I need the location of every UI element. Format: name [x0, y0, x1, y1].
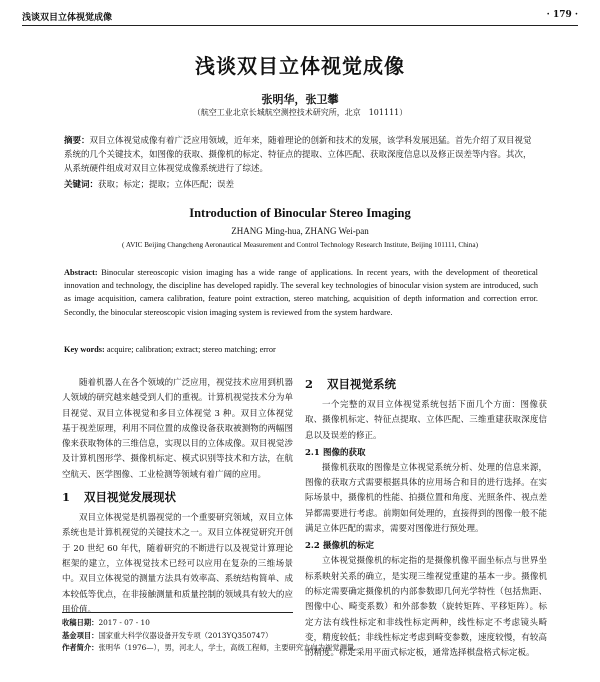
received-label: 收稿日期： — [62, 618, 99, 627]
subsection-2-2-title: 摄像机的标定 — [323, 541, 375, 552]
subsection-2-2-heading — [305, 539, 547, 554]
footnote-received — [62, 617, 293, 630]
subsection-2-1-number: 2.1 — [305, 447, 320, 458]
english-affiliation: ( AVIC Beijing Changcheng Aeronautical Measurement and Control Technology Research Institute, Beijing 101111, China) — [122, 241, 478, 249]
english-keywords-text: acquire; calibration; extract; stereo matching; error — [106, 345, 276, 354]
english-keywords — [64, 343, 538, 356]
chinese-authors: 张明华，张卫攀 — [261, 93, 339, 106]
footnote — [62, 612, 362, 655]
page-number: · 179 · — [546, 10, 578, 20]
english-abstract-text: Binocular stereoscopic vision imaging has a wide range of applications. In recent years, with the development of theoretical innovation and technology, the discipline has developed rapidly. The several key technologies of binocular vision system are introduced, such as image acquisition, camera calibration, feature point extraction, stereo matching, acquisition of depth information and correction error. Secondly, the binocular stereoscopic vision imaging system is reviewed from the system hardware. — [64, 268, 538, 317]
received-value: 2017 - 07 - 10 — [98, 618, 150, 627]
section-1-title: 双目视觉发展现状 — [84, 490, 176, 505]
footnote-fund — [62, 630, 293, 643]
section-1-number: 1 — [62, 490, 71, 505]
subsection-2-1-title: 图像的获取 — [323, 447, 366, 458]
fund-label: 基金项目： — [62, 630, 99, 640]
author-label: 作者简介： — [62, 643, 99, 652]
subsection-2-2-paragraph: 立体视觉摄像机的标定指的是摄像机像平面坐标点与世界坐标系映射关系的确立，是实现三维视觉重建的基本一步。摄像机的标定需要确定摄像机的内部参数即几何光学特性（包括焦距、图像中心、畸变系数）和外部参数（旋转矩阵、平移矩阵）。标定方法有线性标定和非线性标定两种，线性标定不考虑镜头畸变，精度较低；非线性标定考虑到畸变参数，速度较慢，有较高的精度。标定采用平面式标定板，通常选择棋盘格式标定板。 — [305, 556, 547, 659]
left-column — [62, 376, 293, 618]
english-abstract-label: Abstract: — [64, 268, 98, 277]
section-2-number: 2 — [305, 377, 314, 391]
section-2-title: 双目视觉系统 — [327, 377, 396, 391]
chinese-abstract — [64, 134, 538, 176]
english-authors: ZHANG Ming-hua, ZHANG Wei-pan — [231, 226, 369, 236]
section-2-heading — [305, 376, 547, 392]
english-keywords-label: Key words: — [64, 345, 105, 354]
chinese-affiliation: （航空工业北京长城航空测控技术研究所，北京 101111） — [192, 108, 408, 117]
section-2-intro: 一个完整的双目立体视觉系统包括下面几个方面：图像获取、摄像机标定、特征点提取、立体匹配、三维重建获取深度信息以及误差的修正。 — [305, 400, 547, 441]
section-1-heading — [62, 489, 293, 505]
subsection-2-1-heading — [305, 446, 547, 461]
subsection-2-2-number: 2.2 — [305, 541, 320, 552]
chinese-keywords-text: 获取；标定；提取；立体匹配；误差 — [98, 180, 235, 190]
footnote-author — [62, 642, 362, 655]
english-abstract — [64, 266, 538, 319]
chinese-abstract-label: 摘要： — [64, 136, 90, 146]
fund-value: 国家重大科学仪器设备开发专项（2013YQ350747） — [98, 630, 273, 640]
running-title: 浅谈双目立体视觉成像 — [22, 13, 113, 23]
running-header — [22, 8, 578, 26]
right-column — [305, 376, 547, 661]
author-value: 张明华（1976—），男，河北人，学士，高级工程师，主要研究方向为视觉测量。 — [98, 643, 362, 652]
chinese-keywords-label: 关键词： — [64, 180, 99, 190]
chinese-title: 浅谈双目立体视觉成像 — [195, 54, 405, 78]
intro-paragraph: 随着机器人在各个领域的广泛应用，视觉技术应用到机器人领域的研究越来越受到人们的重视。计算机视觉技术分为单目视觉、双目立体视觉和多目立体视觉 3 种。双目立体视觉基于视差原理，利用不同位置的成像设备获取被测物的两幅图像来获取物体的三维信息，实现以目的立体成像。双目视觉涉及计算机图形学、摄像机标定、模式识别等技术和方法，在航空航天、医学图像、工业检测等领域有着广阔的应用。 — [62, 378, 293, 480]
english-title: Introduction of Binocular Stereo Imaging — [189, 206, 411, 220]
chinese-abstract-text: 双目立体视觉成像有着广泛应用领域，近年来，随着理论的创新和技术的发展，该学科发展迅猛。首先介绍了双目视觉系统的几个关键技术，如图像的获取、摄像机的标定、特征点的提取、立体匹配、获取深度信息以及修正误差等内容。其次，从系统硬件组成对双目立体视觉成像系统进行了综述。 — [64, 136, 532, 174]
section-1-paragraph: 双目立体视觉是机器视觉的一个重要研究领域，双目立体系统也是计算机视觉的关键技术之一。双目立体视觉研究开创于 20 世纪 60 年代，随着研究的不断进行以及视觉计算理论框架的建立，立体视觉技术已经可以应用在复杂的三维场景中。双目立体视觉的测量方法具有效率高、系统结构简单、成本较低等优点，在非接触测量和质量控制的领域具有较大的应用价值。 — [62, 513, 293, 615]
subsection-2-1-paragraph: 摄像机获取的图像是立体视觉系统分析、处理的信息来源，图像的获取方式需要根据具体的应用场合和目的进行选择。在实际场景中，摄像机的性能、拍摄位置和角度、光照条件、视点差异都需要进行考虑。前期如何处理的，直接得到的图像一般不能满足立体匹配的需求，需要对图像进行预处理。 — [305, 462, 547, 535]
chinese-keywords — [64, 178, 538, 192]
